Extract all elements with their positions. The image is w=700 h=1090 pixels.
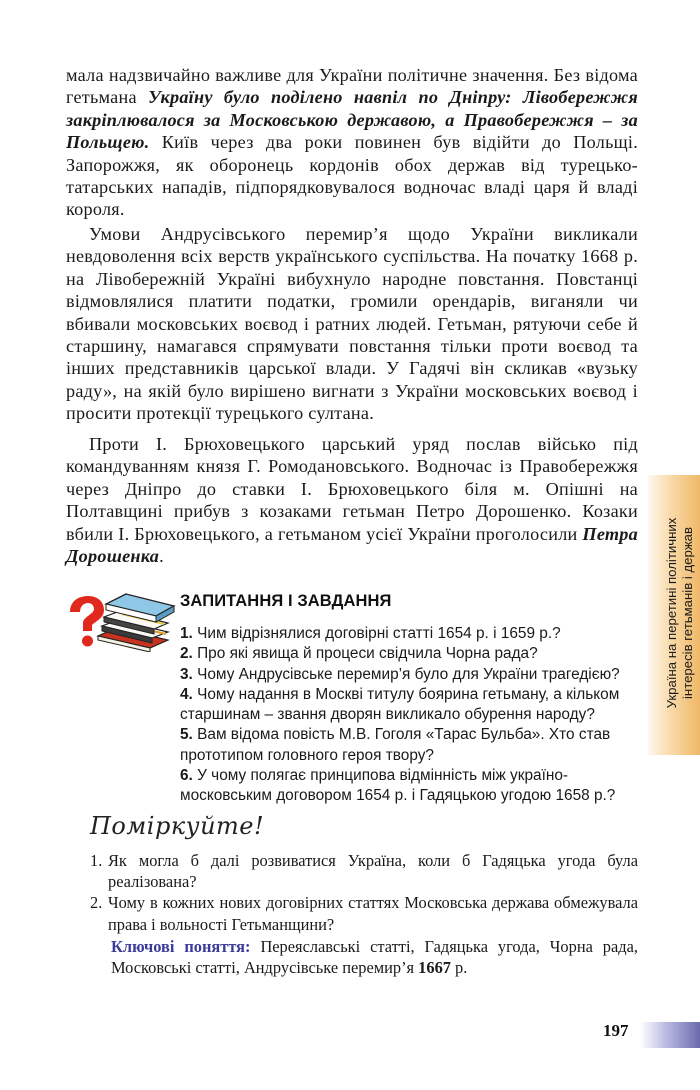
page-number-bar [640, 1022, 700, 1048]
question-text: Чим відрізнялися договірні статті 1654 р. і 1659 р.? [192, 625, 561, 642]
key-concepts [111, 936, 638, 978]
key-concepts-year: 1667 [418, 958, 451, 978]
chapter-side-tab [648, 475, 700, 755]
side-tab-line-2: інтересів гетьманів і держав [680, 526, 695, 700]
think-item-text: Як могла б далі розвиватися Україна, коли б Гадяцька угода була реалізована? [108, 851, 638, 892]
question-text: Вам відома повість М.В. Гоголя «Тарас Бульба». Хто став прототипом головного героя твору? [180, 726, 611, 764]
question-item [180, 725, 638, 766]
key-concepts-label: Ключові поняття: [111, 937, 251, 956]
question-item [180, 624, 638, 644]
question-item [180, 685, 638, 726]
paragraph-3-emphasis: Петра Дорошенка [66, 523, 638, 567]
paragraph-1 [66, 64, 638, 221]
paragraph-3-text-end: . [159, 546, 164, 567]
think-item-text: Чому в кожних нових договірних статтях Московська держава обмежувала права і вольності Гетьманщини? [108, 893, 638, 934]
think-item [90, 892, 638, 934]
paragraph-1-text: мала надзвичайно важливе для України політичне значення. Без відома гетьмана [66, 65, 638, 108]
questions-list [180, 624, 638, 807]
key-concepts-text: Переяславські статті, Гадяцька угода, Чорна рада, Московські статті, Андрусівське перемир’я [111, 937, 638, 978]
question-number: 1. [180, 625, 193, 642]
question-item [180, 766, 638, 807]
question-item [180, 665, 638, 685]
question-number: 2. [180, 645, 193, 663]
page-number: 197 [603, 1021, 629, 1040]
question-item [180, 644, 638, 664]
question-number: 3. [180, 665, 193, 683]
think-heading: Поміркуйте! [90, 812, 265, 840]
question-text: У чому полягає принципова відмінність між україно-московським договором 1654 р. і Гадяцькою угодою 1658 р.? [180, 767, 616, 805]
chapter-side-tab-text [654, 473, 700, 753]
key-concepts-suffix: р. [450, 958, 468, 978]
question-text: Про які явища й процеси свідчила Чорна рада? [192, 645, 538, 663]
question-number: 6. [180, 767, 193, 785]
side-tab-line-1: Україна на перетині політичних [664, 517, 679, 709]
think-item-number: 2. [90, 893, 103, 913]
question-text: Чому Андрусівське перемир’я було для України трагедією? [192, 665, 620, 683]
think-list [90, 850, 638, 935]
paragraph-1-emphasis: Україну було поділено навпіл по Дніпру: Лівобережжя закріплювалося за Московською державою, а Правобережжя – за Польщею. [66, 87, 638, 153]
question-text: Чому надання в Москві титулу боярина гетьману, а кільком старшинам – звання дворян викликало обурення народу? [180, 685, 620, 724]
questions-heading: ЗАПИТАННЯ І ЗАВДАННЯ [180, 592, 392, 610]
question-number: 5. [180, 726, 193, 744]
think-item [90, 850, 638, 892]
think-item-number: 1. [90, 851, 103, 870]
books-question-icon [64, 590, 176, 652]
question-number: 4. [180, 685, 193, 703]
paragraph-2 [66, 223, 638, 425]
paragraph-2-text: Умови Андрусівського перемир’я щодо України викликали невдоволення всіх верств українського суспільства. На початку 1668 р. на Лівобережній Україні вибухнуло народне повстання. Повстанці відмовлялися платити податки, громили орендарів, виганяли чи вбивали московських воєвод і ратних людей. Гетьман, рятуючи себе й старшину, намагався спрямувати повстання тільки проти воєвод та інших представників царської влади. У Гадячі він скликав «вузьку раду», на якій було вирішено вигнати з України московських воєвод і просити протекції турецького султана. [66, 224, 638, 424]
paragraph-3 [66, 433, 638, 567]
paragraph-1-text-end: Київ через два роки повинен був відійти до Польщі. Запорожжя, як оборонець кордонів обох держав від турецько-татарських нападів, підпорядковувалося водночас владі царя й владі короля. [66, 132, 638, 220]
paragraph-3-text: Проти І. Брюховецького царський уряд послав військо під командуванням князя Г. Ромодановського. Водночас із Правобережжя через Дніпро до ставки І. Брюховецького біля м. Опішні на Полтавщині прибув з козаками гетьман Петро Дорошенко. Козаки вбили І. Брюховецького, а гетьманом усієї України проголосили [66, 434, 638, 544]
